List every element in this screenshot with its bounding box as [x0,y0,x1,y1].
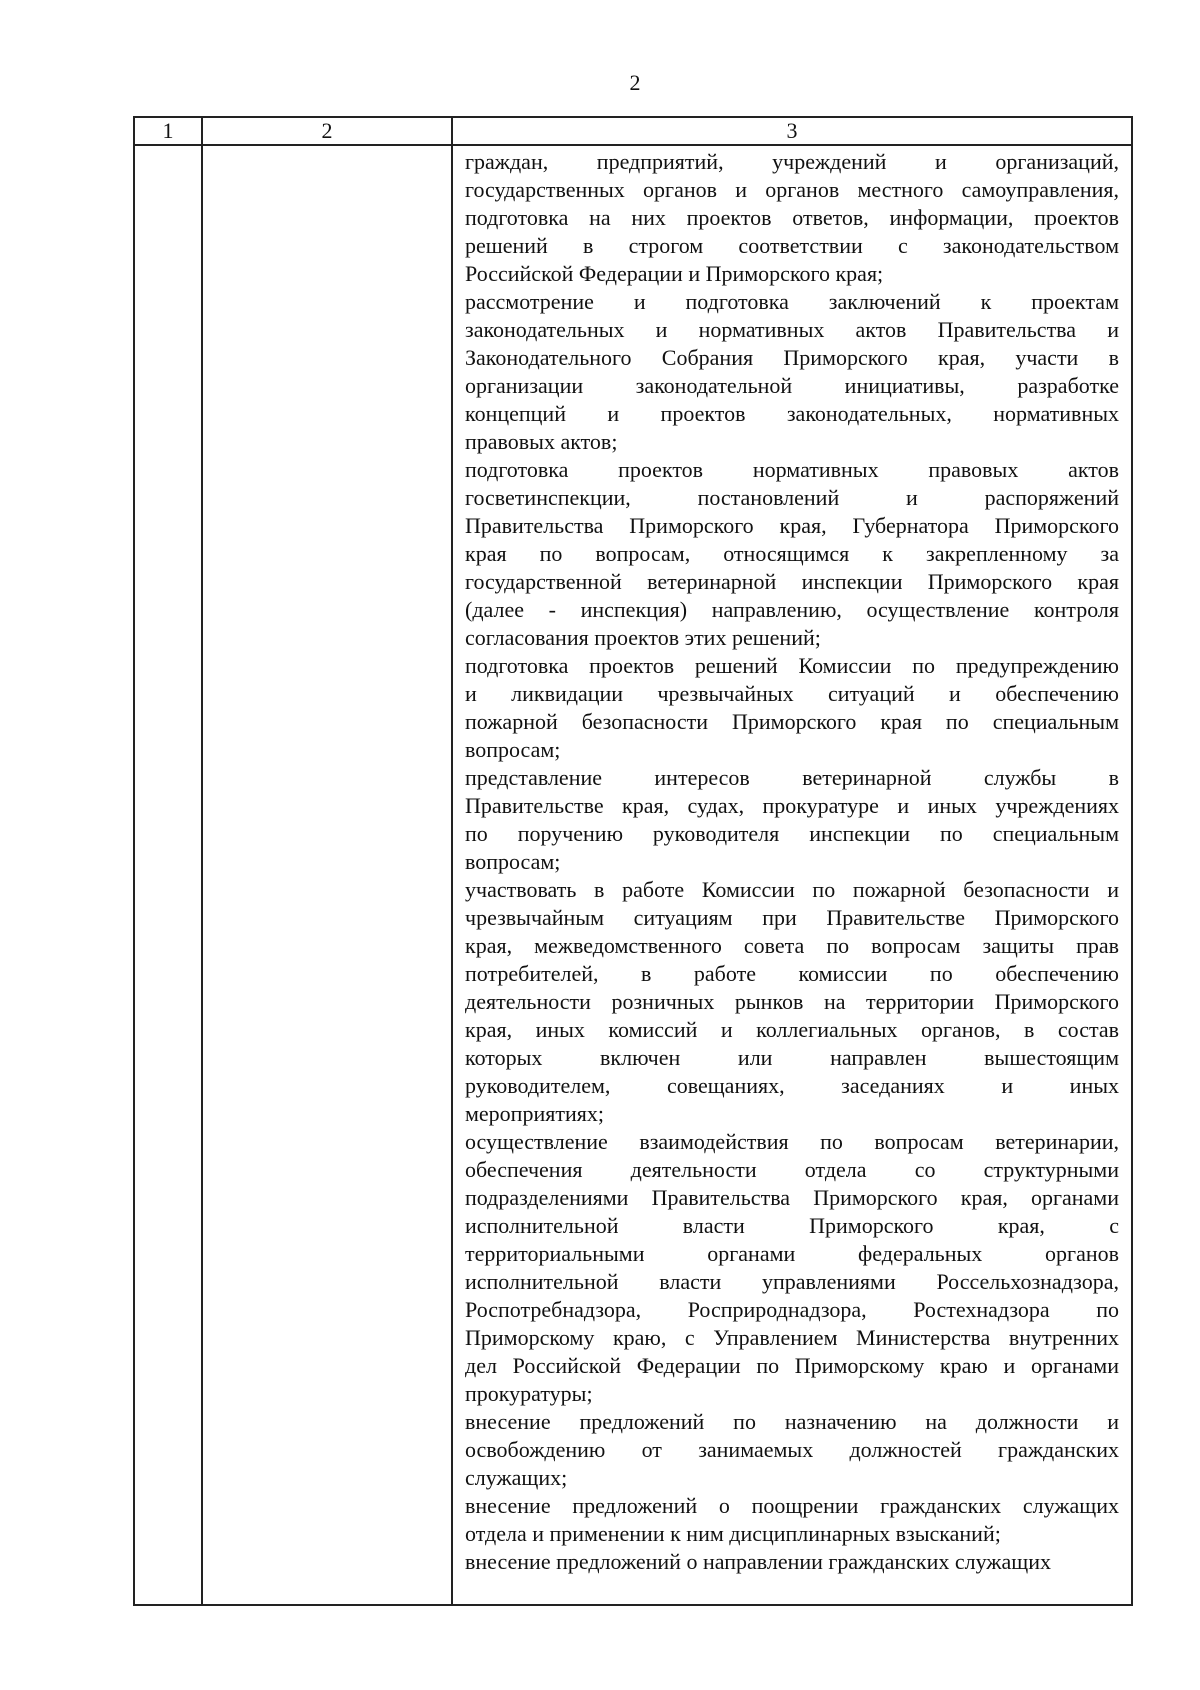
text-line: исполнительной власти Приморского края, с [465,1213,1119,1238]
column-header-1: 1 [134,117,202,145]
text-line: края, иных комиссий и коллегиальных органов, в состав [465,1017,1119,1042]
duty-paragraph [465,1128,1119,1408]
text-line: вопросам; [465,849,561,874]
text-line: обеспечения деятельности отдела со структурными [465,1157,1119,1182]
text-line: подразделениями Правительства Приморского края, органами [465,1185,1119,1210]
text-line: внесение предложений о поощрении гражданских служащих [465,1493,1119,1518]
text-line: рассмотрение и подготовка заключений к проектам [465,289,1119,314]
column-1-cell [134,145,202,1605]
text-line: подготовка проектов решений Комиссии по предупреждению [465,653,1119,678]
text-line: отдела и применении к ним дисциплинарных взысканий; [465,1521,1001,1546]
duty-paragraph [465,1408,1119,1492]
duty-paragraph [465,288,1119,456]
text-line: дел Российской Федерации по Приморскому краю и органами [465,1353,1119,1378]
text-line: государственной ветеринарной инспекции Приморского края [465,569,1119,594]
page-number: 2 [629,70,641,95]
text-line: Роспотребнадзора, Росприроднадзора, Ростехнадзора по [465,1297,1119,1322]
text-line: которых включен или направлен вышестоящим [465,1045,1119,1070]
table-row [134,145,1132,1605]
text-line: деятельности розничных рынков на территории Приморского [465,989,1119,1014]
table-header-row [134,117,1132,145]
text-line: правовых актов; [465,429,618,454]
duty-paragraph [465,652,1119,764]
text-line: согласования проектов этих решений; [465,625,821,650]
text-line: служащих; [465,1465,568,1490]
text-line: подготовка на них проектов ответов, информации, проектов [465,205,1119,230]
text-line: госветинспекции, постановлений и распоряжений [465,485,1119,510]
text-line: законодательных и нормативных актов Правительства и [465,317,1119,342]
duty-paragraph [465,876,1119,1128]
text-line: пожарной безопасности Приморского края по специальным [465,709,1119,734]
text-line: по поручению руководителя инспекции по специальным [465,821,1119,846]
text-line: участвовать в работе Комиссии по пожарной безопасности и [465,877,1119,902]
text-line: вопросам; [465,737,561,762]
text-line: решений в строгом соответствии с законодательством [465,233,1119,258]
column-header-2: 2 [202,117,452,145]
column-2-cell [202,145,452,1605]
text-line: территориальными органами федеральных органов [465,1241,1119,1266]
text-line: освобождению от занимаемых должностей гражданских [465,1437,1119,1462]
text-line: мероприятиях; [465,1101,604,1126]
text-line: исполнительной власти управлениями Россельхознадзора, [465,1269,1119,1294]
text-line: концепций и проектов законодательных, нормативных [465,401,1119,426]
duty-paragraph [465,1492,1119,1548]
text-line: осуществление взаимодействия по вопросам ветеринарии, [465,1129,1119,1154]
text-line: государственных органов и органов местного самоуправления, [465,177,1119,202]
text-line: организации законодательной инициативы, разработке [465,373,1119,398]
text-line: внесение предложений по назначению на должности и [465,1409,1119,1434]
text-line: внесение предложений о направлении гражданских служащих [465,1549,1051,1574]
text-line: прокуратуры; [465,1381,593,1406]
text-line: представление интересов ветеринарной службы в [465,765,1119,790]
text-line: потребителей, в работе комиссии по обеспечению [465,961,1119,986]
duty-paragraph [465,456,1119,652]
duty-paragraph [465,764,1119,876]
duty-paragraph [465,148,1119,288]
text-line: и ликвидации чрезвычайных ситуаций и обеспечению [465,681,1119,706]
document-table [133,116,1133,1606]
text-line: подготовка проектов нормативных правовых актов [465,457,1119,482]
column-header-3: 3 [452,117,1132,145]
text-line: Российской Федерации и Приморского края; [465,261,884,286]
text-line: Законодательного Собрания Приморского края, участи в [465,345,1119,370]
text-line: граждан, предприятий, учреждений и организаций, [465,149,1119,174]
text-line: Приморскому краю, с Управлением Министерства внутренних [465,1325,1119,1350]
text-line: края по вопросам, относящимся к закрепленному за [465,541,1119,566]
text-line: Правительстве края, судах, прокуратуре и иных учреждениях [465,793,1119,818]
text-line: (далее - инспекция) направлению, осуществление контроля [465,597,1119,622]
duty-paragraph [465,1548,1119,1576]
text-line: чрезвычайным ситуациям при Правительстве Приморского [465,905,1119,930]
text-line: Правительства Приморского края, Губернатора Приморского [465,513,1119,538]
text-line: края, межведомственного совета по вопросам защиты прав [465,933,1119,958]
text-line: руководителем, совещаниях, заседаниях и иных [465,1073,1119,1098]
column-3-text-cell [452,145,1132,1605]
